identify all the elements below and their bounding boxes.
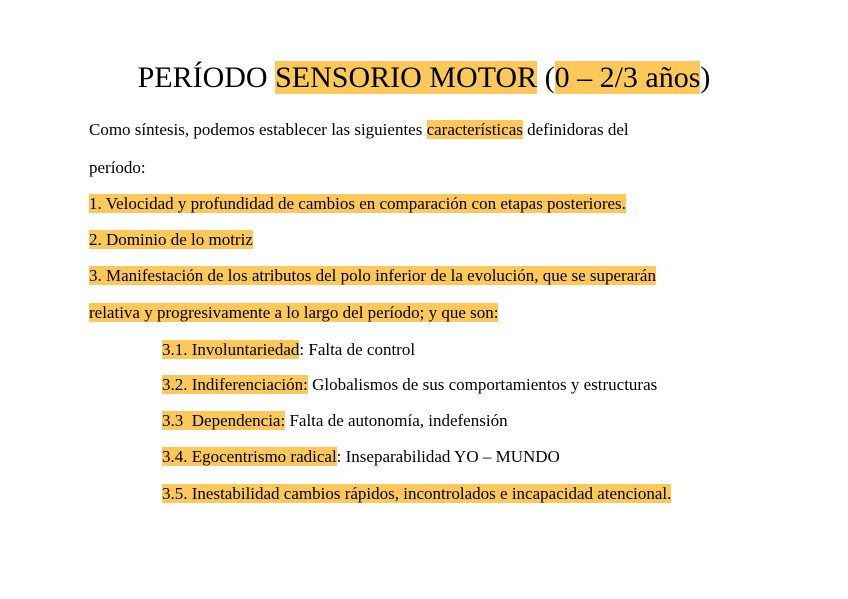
title-highlight-stage: SENSORIO MOTOR — [275, 61, 538, 94]
sub-item-label: 3.4. Egocentrismo radical — [162, 447, 337, 466]
list-item-text: 1. Velocidad y profundidad de cambios en comparación con etapas posteriores. — [89, 194, 626, 213]
sub-item-description: Falta de autonomía, indefensión — [285, 411, 508, 430]
intro-line-1 — [89, 118, 629, 142]
title-highlight-age: 0 – 2/3 años — [554, 61, 701, 94]
title-text: PERÍODO — [137, 61, 276, 94]
sub-item-label: 3.2. Indiferenciación: — [162, 375, 308, 394]
intro-text-end: definidoras del — [522, 120, 629, 139]
sub-item-label: 3.1. Involuntariedad — [162, 340, 300, 359]
list-item-2 — [89, 228, 253, 252]
intro-text: Como síntesis, podemos establecer las siguientes — [89, 120, 427, 139]
sub-item-description: : Inseparabilidad YO – MUNDO — [336, 447, 560, 466]
sub-item-3-5 — [162, 482, 671, 506]
intro-highlight: características — [426, 120, 523, 139]
list-item-3-line-2 — [89, 301, 498, 325]
intro-text-2: período: — [89, 158, 146, 177]
sub-item-label: 3.3 Dependencia: — [162, 411, 286, 430]
sub-item-3-2 — [162, 373, 657, 397]
sub-item-3-4 — [162, 445, 560, 469]
list-item-text: 2. Dominio de lo motriz — [89, 230, 253, 249]
list-item-1 — [89, 192, 626, 216]
list-item-text: relativa y progresivamente a lo largo del período; y que son: — [89, 303, 499, 322]
sub-item-description: Globalismos de sus comportamientos y estructuras — [307, 375, 658, 394]
sub-item-3-3 — [162, 409, 508, 433]
sub-item-description: : Falta de control — [299, 340, 416, 359]
title-paren-open: ( — [537, 61, 555, 94]
sub-item-label: 3.5. Inestabilidad cambios rápidos, incontrolados e incapacidad atencional. — [162, 484, 672, 503]
intro-line-2 — [89, 156, 146, 180]
list-item-3-line-1 — [89, 264, 656, 288]
title-paren-close: ) — [700, 61, 711, 94]
list-item-text: 3. Manifestación de los atributos del polo inferior de la evolución, que se superarán — [89, 266, 656, 285]
sub-item-3-1 — [162, 338, 415, 362]
page-title — [0, 58, 848, 98]
